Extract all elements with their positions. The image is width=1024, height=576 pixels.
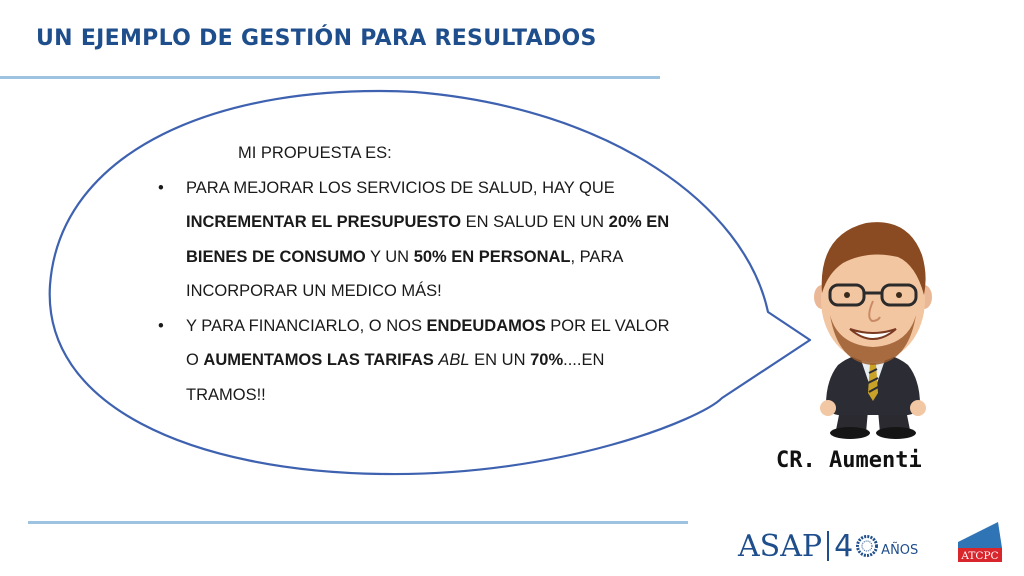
text-run: PARA MEJORAR LOS SERVICIOS DE SALUD, HAY QUE [186, 178, 615, 197]
bullet-dot: • [158, 316, 164, 335]
bottom-divider [28, 521, 688, 524]
text-run: ABL [438, 351, 470, 369]
text-run: Y UN [365, 247, 414, 266]
text-run: , PARA INCORPORAR UN MEDICO MÁS! [186, 247, 623, 300]
asap-zero-ring-icon [855, 534, 879, 558]
bullet-dot: • [158, 178, 164, 197]
atcpc-logo [954, 518, 1006, 564]
text-run: ENDEUDAMOS [426, 316, 546, 335]
asap-logo-number: 4 [834, 528, 854, 564]
bullet-text [186, 317, 670, 404]
text-run: ....EN TRAMOS!! [186, 351, 605, 404]
bullet-text [186, 179, 669, 301]
text-run: 20% EN BIENES DE CONSUMO [186, 213, 670, 266]
atcpc-logo-text: ATCPC [961, 550, 999, 562]
bubble-text [150, 136, 670, 412]
bullet-item [150, 171, 670, 309]
text-run: INCREMENTAR EL PRESUPUESTO [186, 213, 462, 231]
asap-logo-years: AÑOS [881, 542, 919, 558]
character-name: CR. Aumenti [776, 448, 922, 473]
text-run: 50% EN PERSONAL [413, 247, 571, 266]
asap-logo [738, 528, 918, 564]
proposal-intro: MI PROPUESTA ES: [238, 144, 392, 162]
text-run: 70% [530, 351, 564, 369]
text-run: EN UN [469, 351, 531, 369]
text-run: POR EL VALOR O [186, 316, 670, 369]
text-run: AUMENTAMOS LAS TARIFAS [203, 351, 434, 369]
asap-logo-word: ASAP [738, 528, 823, 564]
character-avatar [808, 205, 938, 445]
text-run: EN SALUD EN UN [461, 213, 609, 231]
text-run: Y PARA FINANCIARLO, O NOS [186, 316, 427, 335]
asap-logo-separator [827, 531, 829, 561]
bullet-item [150, 309, 670, 413]
page-title: UN EJEMPLO DE GESTIÓN PARA RESULTADOS [36, 26, 597, 51]
